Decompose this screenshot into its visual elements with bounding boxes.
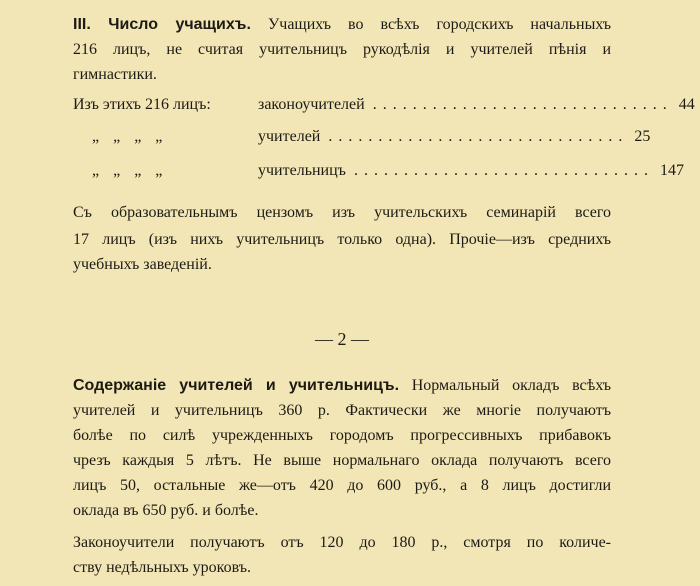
clergy-line: Законоучители получаютъ отъ 120 до 180 р., смотря по количе-: [73, 534, 611, 551]
para-line: Съ образовательнымъ цензомъ изъ учительскихъ семинарій всего: [73, 204, 611, 221]
salary-line-1-text: Нормальный окладъ всѣхъ: [411, 377, 612, 394]
list-row: [73, 92, 695, 124]
list-row: [73, 124, 651, 158]
section-3-line-1-text: Учащихъ во всѣхъ городскихъ начальныхъ: [267, 16, 611, 33]
para-line: учебныхъ заведеній.: [73, 256, 212, 273]
list-intro: Изъ этихъ 216 лицъ:: [73, 96, 211, 113]
staff-list: [73, 92, 695, 183]
list-item-label: законоучителей: [258, 96, 365, 113]
list-row: [73, 158, 684, 183]
section-3-heading: III. Число учащихъ.: [73, 16, 251, 33]
list-item-value: 25: [634, 128, 651, 145]
list-item-label: учителей: [258, 128, 321, 145]
section-student-count: [73, 12, 695, 277]
section-3-line-1: [73, 12, 611, 37]
ditto-marks: „ „ „ „: [92, 162, 163, 179]
section-3-line-3: гимнастики.: [73, 66, 157, 83]
salary-line: лицъ 50, остальные же—отъ 420 до 600 руб., а 8 лицъ достигли: [73, 477, 611, 494]
salary-line: болѣе по силѣ учрежденныхъ городомъ прогрессивныхъ прибавокъ: [73, 427, 611, 444]
section-3-line-2: 216 лицъ, не считая учительницъ рукодѣлія и учителей пѣнія и: [73, 41, 611, 58]
para-line: 17 лицъ (изъ нихъ учительницъ только одна). Прочіе—изъ среднихъ: [73, 231, 611, 248]
leader-dots: ..............................: [353, 162, 654, 179]
salary-line: учителей и учительницъ 360 р. Фактически же многіе получаютъ: [73, 402, 611, 419]
list-item-label: учительницъ: [258, 162, 346, 179]
salary-heading: Содержаніе учителей и учительницъ.: [73, 377, 400, 394]
list-item-value: 44: [678, 96, 695, 113]
ditto-marks: „ „ „ „: [92, 128, 163, 145]
salary-line: чрезъ каждыя 5 лѣтъ. Не выше нормальнаго оклада получаютъ всего: [73, 452, 611, 469]
clergy-line: ству недѣльныхъ уроковъ.: [73, 559, 252, 576]
salary-line: оклада въ 650 руб. и болѣе.: [73, 502, 259, 519]
salary-line-1: [73, 373, 611, 398]
section-salary: [73, 373, 611, 580]
leader-dots: ..............................: [372, 96, 673, 113]
list-item-value: 147: [659, 162, 684, 179]
page-number: — 2 —: [315, 329, 369, 349]
leader-dots: ..............................: [328, 128, 629, 145]
